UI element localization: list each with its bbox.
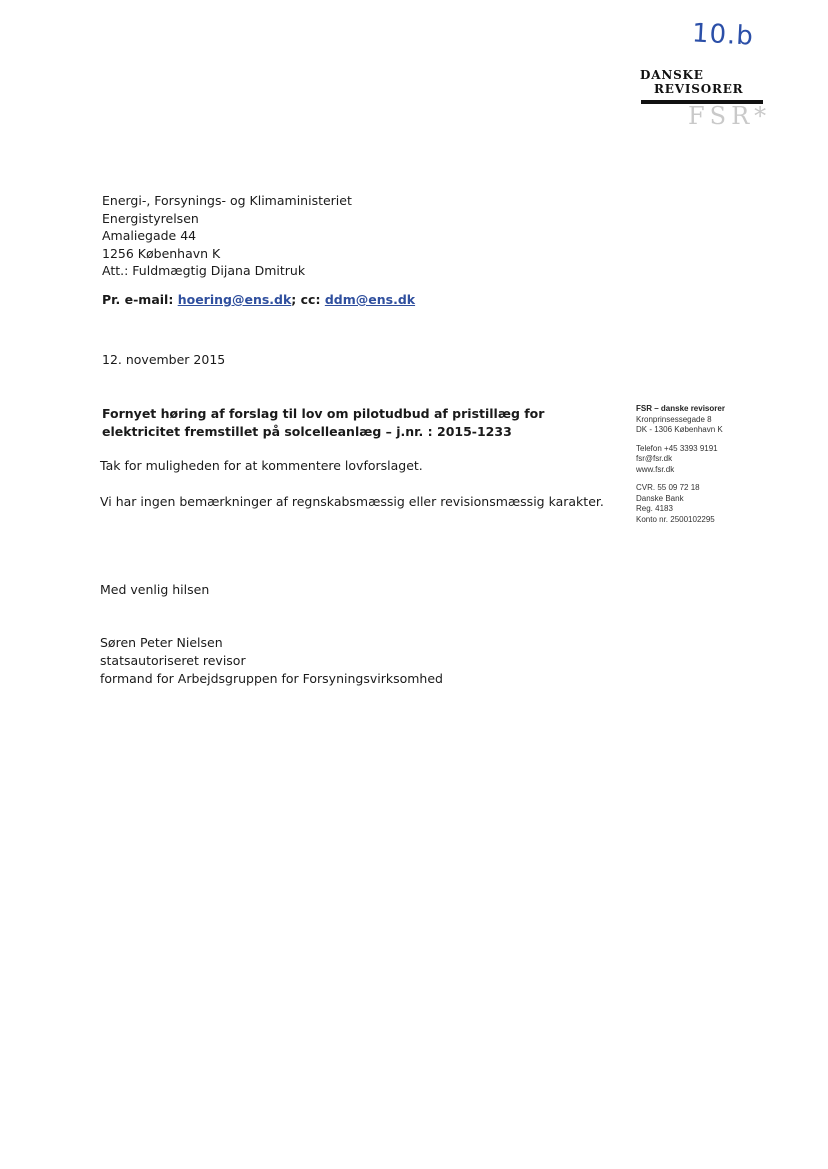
email-cc-label: ; cc: — [291, 292, 325, 307]
recipient-address — [102, 192, 352, 280]
sender-org: FSR – danske revisorer — [636, 404, 725, 413]
recipient-street: Amaliegade 44 — [102, 228, 197, 243]
email-prefix: Pr. e-mail: — [102, 292, 178, 307]
sender-account: Konto nr. 2500102295 — [636, 514, 715, 524]
signature-name: Søren Peter Nielsen — [100, 635, 223, 650]
sender-reg: Reg. 4183 — [636, 504, 673, 513]
sender-street: Kronprinsessegade 8 — [636, 414, 712, 424]
letter-subject: Fornyet høring af forslag til lov om pilotudbud af pristillæg for elektricitet fremstillet på solcelleanlæg – j.nr. : 2015-1233 — [102, 406, 545, 439]
recipient-ministry: Energi-, Forsynings- og Klimaministeriet — [102, 193, 352, 208]
logo-fsr-mark: FSR* — [688, 102, 772, 130]
body-paragraph-2: Vi har ingen bemærkninger af regnskabsmæssig eller revisionsmæssig karakter. — [100, 494, 604, 509]
logo-line-revisorer: REVISORER — [654, 82, 744, 96]
signature-role: formand for Arbejdsgruppen for Forsyningsvirksomhed — [100, 671, 443, 686]
recipient-agency: Energistyrelsen — [102, 210, 199, 226]
sender-phone: Telefon +45 3393 9191 — [636, 443, 718, 453]
email-cc-link[interactable]: ddm@ens.dk — [324, 292, 416, 307]
email-line — [102, 292, 415, 307]
fsr-logo — [600, 66, 772, 136]
signature-title: statsautoriseret revisor — [100, 653, 246, 668]
letter-date: 12. november 2015 — [102, 352, 226, 367]
handwritten-note: 10.b — [691, 18, 755, 52]
sender-cvr: CVR. 55 09 72 18 — [636, 483, 700, 492]
sender-web: www.fsr.dk — [636, 464, 675, 474]
sender-city: DK - 1306 København K — [636, 425, 723, 434]
recipient-city: 1256 København K — [102, 245, 221, 261]
body-paragraph-1: Tak for muligheden for at kommentere lovforslaget. — [100, 458, 423, 473]
sender-info — [636, 404, 725, 525]
sender-bank: Danske Bank — [636, 493, 684, 503]
email-primary-link[interactable]: hoering@ens.dk — [177, 292, 292, 307]
signature-block — [100, 634, 443, 688]
closing-salutation: Med venlig hilsen — [100, 582, 210, 597]
sender-email: fsr@fsr.dk — [636, 454, 673, 463]
recipient-attention: Att.: Fuldmægtig Dijana Dmitruk — [102, 263, 306, 278]
logo-line-danske: DANSKE — [640, 68, 704, 82]
